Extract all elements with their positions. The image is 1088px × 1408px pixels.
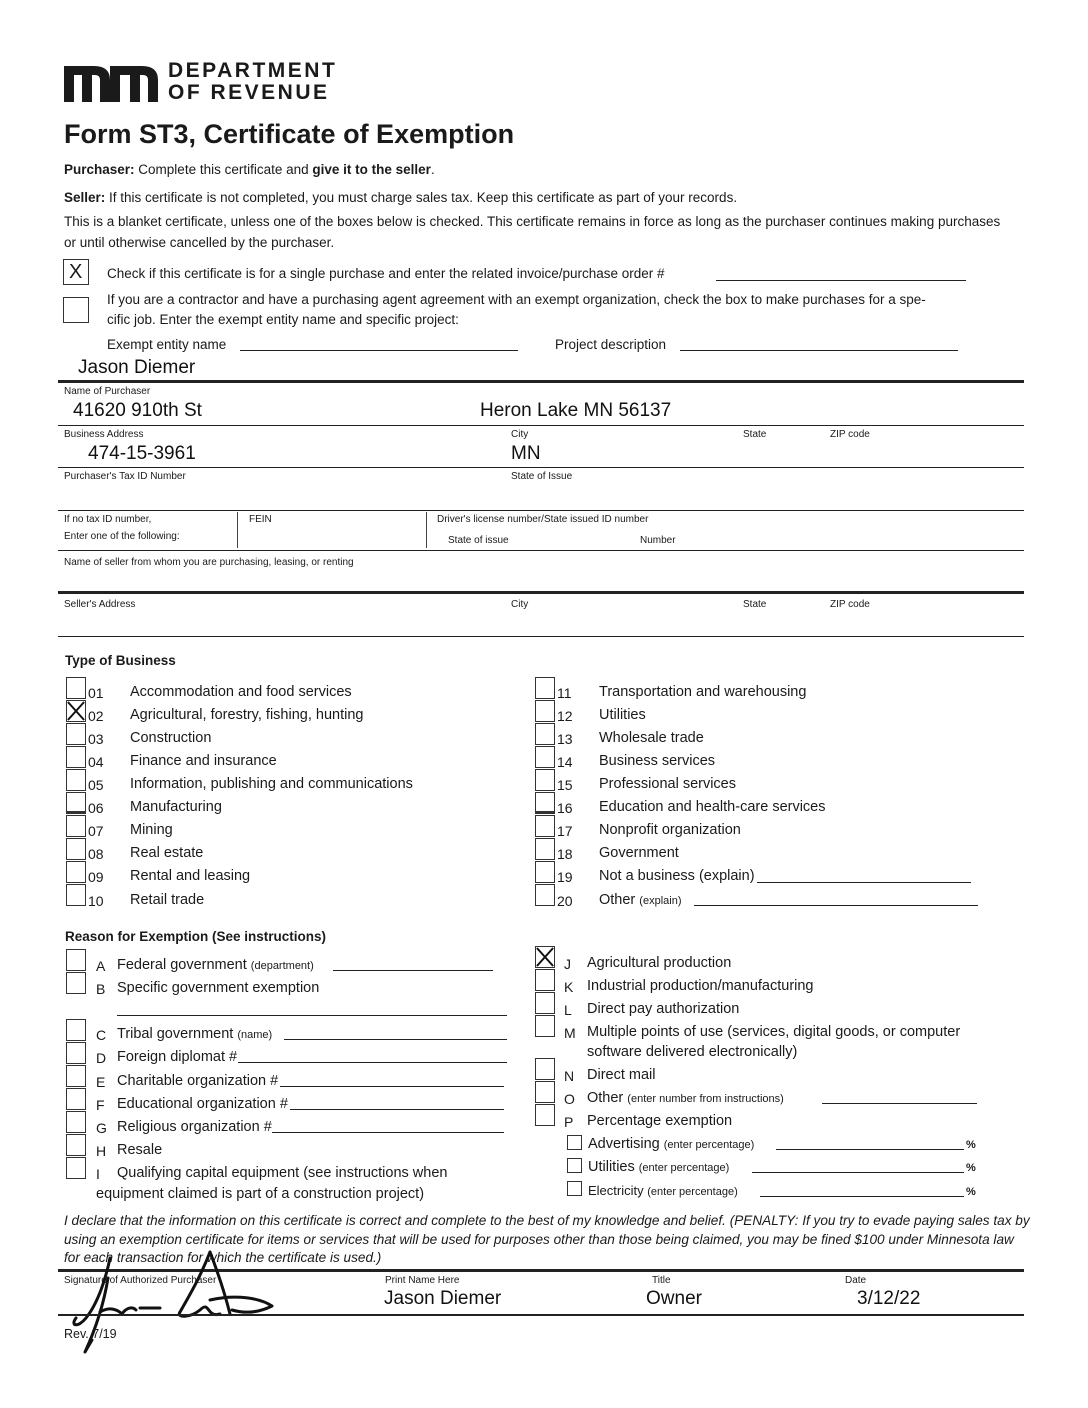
religious-org-field[interactable] bbox=[272, 1132, 504, 1133]
date-label: Date bbox=[845, 1275, 867, 1286]
utilities-checkbox[interactable] bbox=[567, 1158, 582, 1173]
utilities-percent-field[interactable] bbox=[752, 1172, 964, 1173]
dl-state-label: State of issue bbox=[448, 535, 509, 546]
state-of-issue-value[interactable]: MN bbox=[511, 443, 541, 464]
purchaser-instruction: Purchaser: Complete this certificate and give it to the seller. bbox=[64, 162, 435, 177]
exemption-checkbox[interactable] bbox=[535, 1015, 555, 1037]
business-type-checkbox[interactable] bbox=[66, 861, 86, 883]
divider bbox=[58, 636, 1024, 637]
contractor-text-line2: cific job. Enter the exempt entity name and specific project: bbox=[107, 312, 459, 327]
exemption-checkbox[interactable] bbox=[535, 1058, 555, 1080]
business-type-checkbox[interactable] bbox=[535, 884, 555, 906]
business-type-checkbox[interactable] bbox=[66, 838, 86, 860]
seller-instruction: Seller: If this certificate is not completed, you must charge sales tax. Keep this certificate as part of your records. bbox=[64, 190, 738, 205]
single-purchase-checkbox[interactable] bbox=[63, 259, 89, 285]
business-type-checkbox[interactable] bbox=[535, 677, 555, 699]
exemption-checkbox[interactable] bbox=[535, 969, 555, 991]
title-value[interactable]: Owner bbox=[646, 1288, 702, 1309]
invoice-number-field[interactable] bbox=[716, 280, 966, 281]
form-title: Form ST3, Certificate of Exemption bbox=[64, 119, 515, 149]
state-of-issue-label: State of Issue bbox=[511, 471, 573, 482]
x-mark-icon bbox=[536, 947, 554, 967]
divider bbox=[58, 1314, 1024, 1316]
agency-name-line1: DEPARTMENT bbox=[168, 59, 338, 82]
exemption-checkbox[interactable] bbox=[535, 1081, 555, 1103]
state-label: State bbox=[743, 429, 767, 440]
business-type-checkbox[interactable] bbox=[535, 792, 555, 814]
seller-zip-label: ZIP code bbox=[830, 599, 870, 610]
revision-label: Rev. 7/19 bbox=[64, 1327, 117, 1341]
divider bbox=[58, 380, 1024, 383]
dl-label: Driver's license number/State issued ID number bbox=[437, 514, 649, 525]
business-type-checkbox[interactable] bbox=[535, 815, 555, 837]
exemption-checkbox[interactable] bbox=[66, 972, 86, 994]
other-explain-field[interactable] bbox=[694, 905, 978, 906]
advertising-checkbox[interactable] bbox=[567, 1135, 582, 1150]
divider bbox=[58, 425, 1024, 426]
exemption-checkbox[interactable] bbox=[66, 1042, 86, 1064]
advertising-percent-field[interactable] bbox=[776, 1149, 964, 1150]
business-type-checkbox[interactable] bbox=[66, 723, 86, 745]
exemption-checkbox[interactable] bbox=[66, 1157, 86, 1179]
business-type-checkbox[interactable] bbox=[535, 746, 555, 768]
signature-label: Signature of Authorized Purchaser bbox=[64, 1275, 217, 1286]
electricity-percent-field[interactable] bbox=[760, 1196, 964, 1197]
fein-label: FEIN bbox=[249, 514, 272, 525]
single-purchase-label: Check if this certificate is for a single purchase and enter the related invoice/purchase order # bbox=[107, 266, 665, 281]
business-type-checkbox[interactable] bbox=[535, 700, 555, 722]
agency-name-line2: OF REVENUE bbox=[168, 81, 330, 104]
signature-drawing[interactable] bbox=[60, 1248, 290, 1358]
city-label: City bbox=[511, 429, 529, 440]
charitable-org-field[interactable] bbox=[280, 1086, 504, 1087]
x-mark: X bbox=[69, 261, 83, 283]
contractor-checkbox[interactable] bbox=[63, 297, 89, 323]
divider bbox=[58, 550, 1024, 551]
print-name-label: Print Name Here bbox=[385, 1275, 460, 1286]
divider bbox=[426, 512, 427, 548]
city-value[interactable]: Heron Lake MN 56137 bbox=[480, 400, 672, 421]
divider bbox=[237, 512, 238, 548]
seller-name-label: Name of seller from whom you are purchasing, leasing, or renting bbox=[64, 557, 354, 568]
enter-one-label: Enter one of the following: bbox=[64, 531, 180, 542]
educational-org-field[interactable] bbox=[290, 1109, 504, 1110]
exemption-checkbox[interactable] bbox=[535, 1104, 555, 1126]
exemption-checkbox[interactable] bbox=[66, 1134, 86, 1156]
business-type-checkbox[interactable] bbox=[66, 884, 86, 906]
foreign-diplomat-field[interactable] bbox=[238, 1062, 507, 1063]
declaration-text: I declare that the information on this certificate is correct and complete to the best of my knowledge and belief. (PENALTY: If you try to evade paying sales tax by using an exemption certificate for items or services that will be used for purposes other than those being claimed, you may be fined $100 under Minnesota law for each transaction for which the certificate is used.) bbox=[64, 1213, 1030, 1265]
divider bbox=[58, 510, 1024, 511]
divider bbox=[58, 467, 1024, 468]
business-address-label: Business Address bbox=[64, 429, 144, 440]
business-type-checkbox[interactable] bbox=[66, 677, 86, 699]
exemption-checkbox[interactable] bbox=[66, 1088, 86, 1110]
reason-heading: Reason for Exemption (See instructions) bbox=[65, 929, 327, 944]
divider bbox=[58, 591, 1024, 594]
blanket-certificate-note: This is a blanket certificate, unless one of the boxes below is checked. This certificate remains in force as long as the purchaser continues making purchases or until otherwise cancelled by the purchaser. bbox=[64, 214, 1001, 250]
tax-id-label: Purchaser's Tax ID Number bbox=[64, 471, 186, 482]
business-type-checkbox[interactable] bbox=[66, 769, 86, 791]
project-description-label: Project description bbox=[555, 337, 667, 352]
other-number-field[interactable] bbox=[822, 1103, 977, 1104]
business-type-checkbox[interactable] bbox=[66, 746, 86, 768]
exempt-entity-label: Exempt entity name bbox=[107, 337, 227, 352]
purchaser-name-value[interactable]: Jason Diemer bbox=[78, 357, 196, 378]
purchaser-name-label: Name of Purchaser bbox=[64, 386, 151, 397]
business-type-checkbox[interactable] bbox=[535, 723, 555, 745]
type-of-business-heading: Type of Business bbox=[65, 653, 176, 668]
zip-label: ZIP code bbox=[830, 429, 870, 440]
title-label: Title bbox=[652, 1275, 671, 1286]
federal-department-field[interactable] bbox=[333, 970, 493, 971]
contractor-text-line1: If you are a contractor and have a purchasing agent agreement with an exempt organization, check the box to make purchases for a spe- bbox=[107, 292, 926, 307]
no-tax-id-label: If no tax ID number, bbox=[64, 514, 152, 525]
business-type-checkbox[interactable] bbox=[535, 769, 555, 791]
not-a-business-explain-field[interactable] bbox=[757, 882, 971, 883]
electricity-checkbox[interactable] bbox=[567, 1181, 582, 1196]
date-value[interactable]: 3/12/22 bbox=[857, 1288, 921, 1309]
exemption-checkbox[interactable] bbox=[66, 1111, 86, 1133]
mn-logo bbox=[64, 62, 158, 102]
business-address-value[interactable]: 41620 910th St bbox=[73, 400, 202, 421]
exemption-checkbox[interactable] bbox=[535, 946, 555, 968]
tribal-name-field[interactable] bbox=[284, 1039, 507, 1040]
business-type-checkbox[interactable] bbox=[66, 792, 86, 814]
business-type-checkbox[interactable] bbox=[66, 700, 86, 722]
exemption-checkbox[interactable] bbox=[535, 992, 555, 1014]
exemption-checkbox[interactable] bbox=[66, 949, 86, 971]
exempt-entity-field[interactable] bbox=[240, 350, 518, 351]
tax-id-value[interactable]: 474-15-3961 bbox=[88, 443, 196, 464]
business-type-checkbox[interactable] bbox=[535, 861, 555, 883]
exemption-checkbox[interactable] bbox=[66, 1019, 86, 1041]
seller-address-label: Seller's Address bbox=[64, 599, 136, 610]
exemption-checkbox[interactable] bbox=[66, 1065, 86, 1087]
business-type-checkbox[interactable] bbox=[66, 815, 86, 837]
project-description-field[interactable] bbox=[680, 350, 958, 351]
seller-state-label: State bbox=[743, 599, 767, 610]
dl-number-label: Number bbox=[640, 535, 676, 546]
business-type-checkbox[interactable] bbox=[535, 838, 555, 860]
x-mark-icon bbox=[67, 701, 85, 721]
print-name-value[interactable]: Jason Diemer bbox=[384, 1288, 502, 1309]
seller-city-label: City bbox=[511, 599, 529, 610]
specific-govt-exemption-field[interactable] bbox=[117, 1015, 507, 1016]
